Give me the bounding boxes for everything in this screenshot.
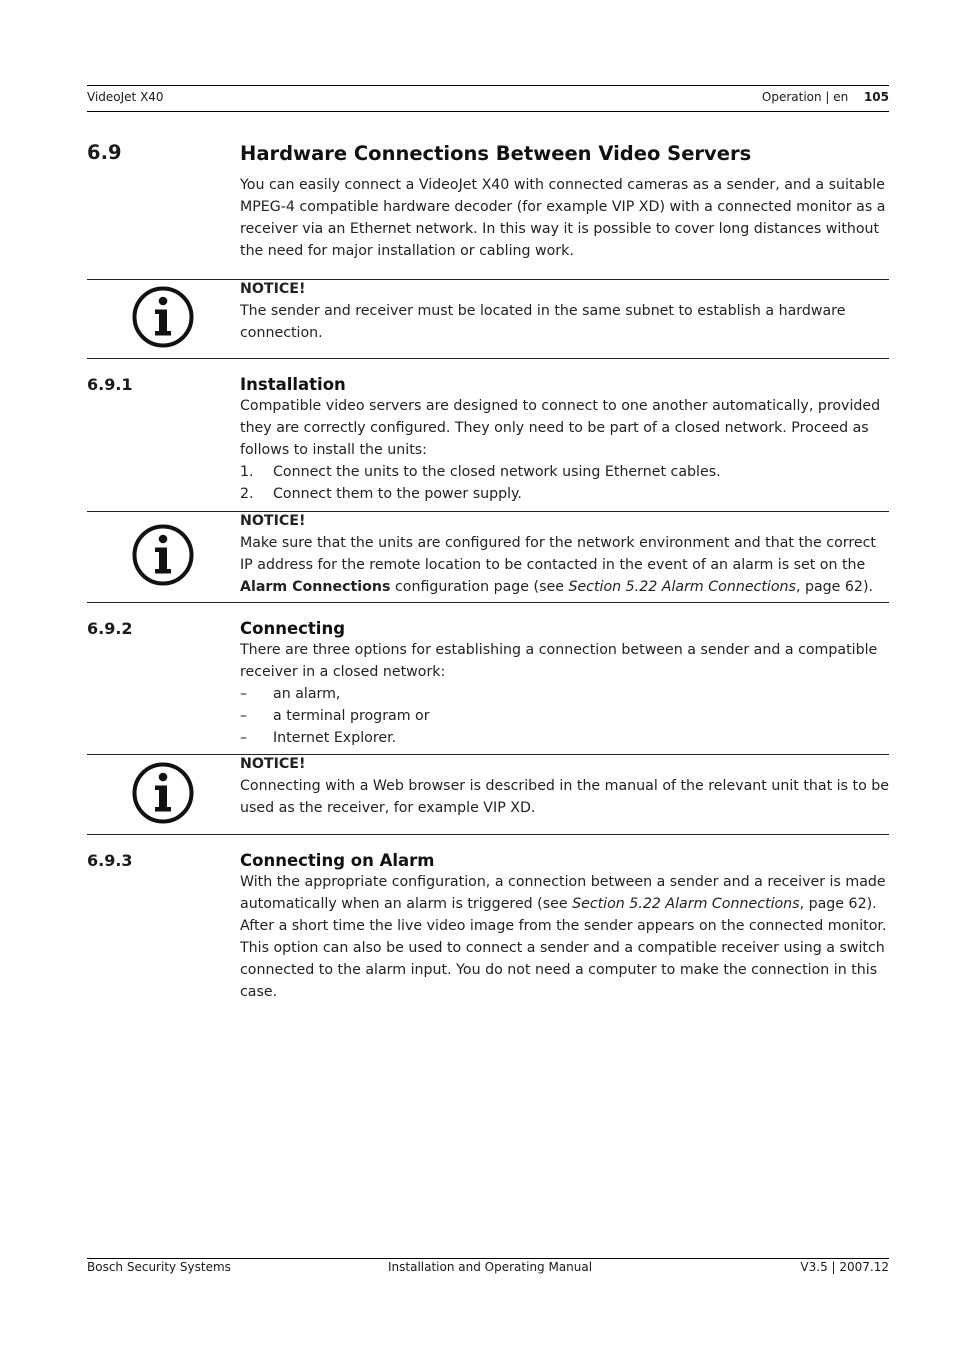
page-number: 105 bbox=[863, 90, 889, 104]
list-text: a terminal program or bbox=[273, 708, 430, 724]
subsection-title-installation: Installation bbox=[240, 375, 346, 394]
subsection-number-691: 6.9.1 bbox=[87, 375, 133, 394]
subsection-number-692: 6.9.2 bbox=[87, 619, 133, 638]
notice-bottom-rule bbox=[87, 834, 889, 835]
notice-text-part: configuration page (see bbox=[390, 579, 569, 595]
paragraph: This option can also be used to connect a sender and a compatible receiver using a switch connected to the alarm input. You do not need a computer to make the connection in this case. bbox=[240, 940, 885, 1000]
list-text: Connect the units to the closed network using Ethernet cables. bbox=[273, 464, 721, 480]
header-top-rule bbox=[87, 85, 889, 86]
notice-title: NOTICE! bbox=[240, 513, 306, 529]
subsection-title-connecting-on-alarm: Connecting on Alarm bbox=[240, 851, 435, 870]
section-title: Hardware Connections Between Video Servers bbox=[240, 142, 752, 165]
connecting-on-alarm-body bbox=[240, 871, 890, 1003]
info-icon bbox=[132, 286, 194, 348]
notice-title: NOTICE! bbox=[240, 281, 306, 297]
paragraph-part: , page 62). After a short time the live video image from the sender appears on the connected monitor. bbox=[240, 896, 887, 934]
subsection-title-connecting: Connecting bbox=[240, 619, 346, 638]
list-item bbox=[240, 461, 890, 483]
list-marker: – bbox=[240, 686, 248, 702]
list-text: an alarm, bbox=[273, 686, 341, 702]
header-right bbox=[762, 89, 889, 105]
header-bottom-rule bbox=[87, 111, 889, 112]
header-product: VideoJet X40 bbox=[87, 90, 164, 104]
list-text: Connect them to the power supply. bbox=[273, 486, 522, 502]
cross-reference: Section 5.22 Alarm Connections bbox=[572, 896, 800, 912]
notice-text: Connecting with a Web browser is described in the manual of the relevant unit that is to be used as the receiver, for example VIP XD. bbox=[240, 778, 890, 816]
subsection-number-693: 6.9.3 bbox=[87, 851, 133, 870]
notice-1 bbox=[240, 278, 890, 344]
installation-body bbox=[240, 395, 890, 505]
notice-text bbox=[240, 532, 890, 598]
list-marker: 1. bbox=[240, 464, 254, 480]
list-marker: – bbox=[240, 708, 248, 724]
connecting-body bbox=[240, 639, 890, 749]
info-icon bbox=[132, 762, 194, 824]
section-intro: You can easily connect a VideoJet X40 with connected cameras as a sender, and a suitable MPEG-4 compatible hardware decoder (for example VIP XD) with a connected monitor as a receiver via an Ethernet network. In this way it is possible to cover long distances without the need for major installation or cabling work. bbox=[240, 177, 886, 259]
notice-3 bbox=[240, 753, 890, 819]
footer-company: Bosch Security Systems bbox=[87, 1260, 231, 1274]
notice-text-part: Make sure that the units are configured for the network environment and that the correct IP address for the remote location to be contacted in the event of an alarm is set on the bbox=[240, 535, 876, 573]
notice-text: The sender and receiver must be located in the same subnet to establish a hardware connection. bbox=[240, 303, 846, 341]
installation-text: Compatible video servers are designed to connect to one another automatically, provided they are correctly configured. They only need to be part of a closed network. Proceed as follows to install the units: bbox=[240, 398, 881, 458]
footer-manual: Installation and Operating Manual bbox=[388, 1260, 593, 1274]
list-item bbox=[240, 705, 890, 727]
header-section: Operation | en bbox=[761, 90, 849, 104]
cross-reference: Section 5.22 Alarm Connections bbox=[568, 579, 796, 595]
paragraph bbox=[240, 871, 890, 937]
notice-2 bbox=[240, 510, 890, 598]
list-item bbox=[240, 727, 890, 749]
section-number: 6.9 bbox=[87, 141, 122, 164]
notice-bottom-rule bbox=[87, 358, 889, 359]
list-text: Internet Explorer. bbox=[273, 730, 397, 746]
list-marker: 2. bbox=[240, 486, 254, 502]
ui-page-name: Alarm Connections bbox=[240, 579, 391, 595]
footer-version: V3.5 | 2007.12 bbox=[800, 1260, 889, 1274]
paragraph-part: With the appropriate configuration, a connection between a sender and a receiver is made automatically when an alarm is triggered (see bbox=[240, 874, 886, 912]
notice-bottom-rule bbox=[87, 602, 889, 603]
info-icon bbox=[132, 524, 194, 586]
notice-text-part: , page 62). bbox=[795, 579, 873, 595]
connecting-text: There are three options for establishing a connection between a sender and a compatible receiver in a closed network: bbox=[240, 642, 878, 680]
list-marker: – bbox=[240, 730, 248, 746]
list-item bbox=[240, 683, 890, 705]
notice-title: NOTICE! bbox=[240, 756, 306, 772]
list-item bbox=[240, 483, 890, 505]
